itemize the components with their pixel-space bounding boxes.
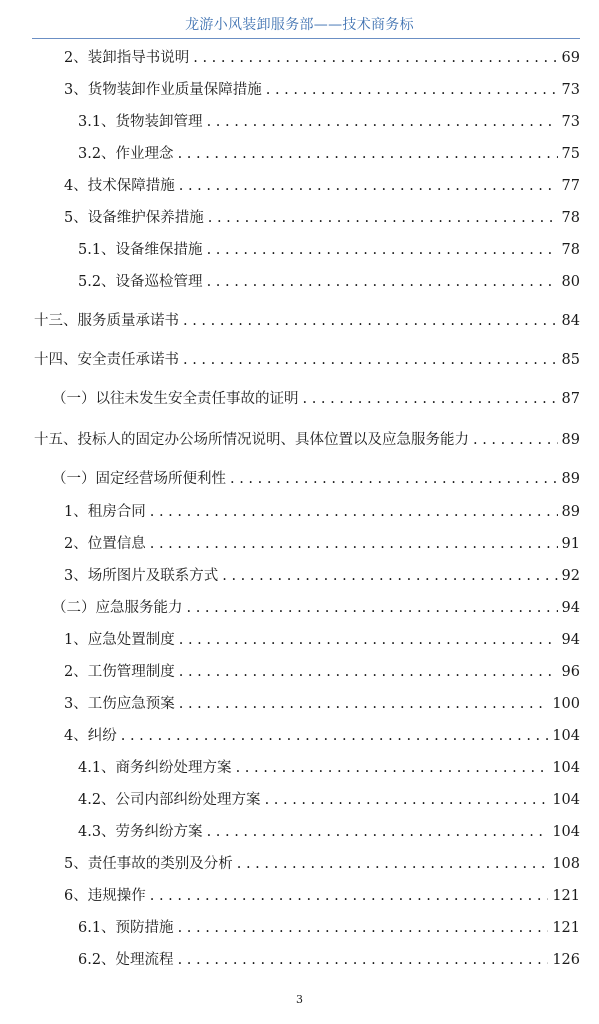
- toc-entry-page: 108: [552, 856, 580, 872]
- toc-entry-page: 80: [561, 274, 580, 290]
- toc-entry[interactable]: [78, 755, 580, 777]
- toc-entry[interactable]: [52, 466, 580, 488]
- toc-entry[interactable]: [64, 499, 580, 521]
- toc-entry-page: 104: [552, 760, 580, 776]
- toc-entry-page: 94: [561, 632, 580, 648]
- toc-entry[interactable]: [34, 347, 580, 369]
- toc-entry[interactable]: [64, 851, 580, 873]
- dot-leader: [265, 791, 549, 809]
- toc-entry[interactable]: [52, 595, 580, 617]
- toc-entry[interactable]: [64, 691, 580, 713]
- toc-entry[interactable]: [78, 141, 580, 163]
- dot-leader: [193, 49, 557, 67]
- dot-leader: [207, 273, 558, 291]
- dot-leader: [150, 503, 558, 521]
- dot-leader: [230, 470, 558, 488]
- toc-entry-page: 126: [552, 952, 580, 968]
- toc-entry[interactable]: [78, 237, 580, 259]
- toc-entry-page: 104: [552, 792, 580, 808]
- dot-leader: [150, 535, 558, 553]
- dot-leader: [266, 81, 558, 99]
- toc-entry-page: 104: [552, 728, 580, 744]
- toc-entry[interactable]: [52, 386, 580, 408]
- toc-entry[interactable]: [64, 45, 580, 67]
- toc-entry-label: （一）以往未发生安全责任事故的证明: [52, 391, 299, 407]
- toc-entry[interactable]: [64, 205, 580, 227]
- toc-entry-page: 89: [561, 471, 580, 487]
- toc-entry-label: 6.1、预防措施: [78, 920, 174, 936]
- toc-entry-label: （二）应急服务能力: [52, 600, 183, 616]
- toc-entry-label: 5、设备维护保养措施: [64, 210, 204, 226]
- toc-entry-page: 87: [561, 391, 580, 407]
- toc-entry-label: 2、工伤管理制度: [64, 664, 175, 680]
- dot-leader: [150, 887, 549, 905]
- toc-entry-page: 96: [561, 664, 580, 680]
- toc-entry-page: 75: [561, 146, 580, 162]
- toc-entry-label: 2、位置信息: [64, 536, 146, 552]
- toc-entry-label: 1、租房合同: [64, 504, 146, 520]
- toc-entry-page: 77: [561, 178, 580, 194]
- toc-entry-label: 4.3、劳务纠纷方案: [78, 824, 203, 840]
- dot-leader: [187, 599, 558, 617]
- toc-entry[interactable]: [64, 723, 580, 745]
- toc-entry-page: 100: [552, 696, 580, 712]
- toc-entry[interactable]: [78, 787, 580, 809]
- toc-entry-page: 69: [561, 50, 580, 66]
- toc-entry-page: 89: [561, 432, 580, 448]
- toc-entry-label: 3、货物装卸作业质量保障措施: [64, 82, 262, 98]
- dot-leader: [179, 177, 558, 195]
- toc-entry-label: 4.2、公司内部纠纷处理方案: [78, 792, 261, 808]
- toc-entry-label: 十四、安全责任承诺书: [34, 352, 179, 368]
- toc-entry-label: 3.2、作业理念: [78, 146, 174, 162]
- toc-entry-page: 121: [552, 888, 580, 904]
- dot-leader: [207, 113, 558, 131]
- dot-leader: [222, 567, 557, 585]
- toc-entry-label: 6、违规操作: [64, 888, 146, 904]
- dot-leader: [303, 390, 558, 408]
- toc-entry-page: 73: [561, 82, 580, 98]
- dot-leader: [179, 631, 558, 649]
- dot-leader: [208, 209, 558, 227]
- toc-entry[interactable]: [78, 819, 580, 841]
- toc-entry-label: 5、责任事故的类别及分析: [64, 856, 233, 872]
- toc-entry-page: 84: [561, 313, 580, 329]
- toc-entry-page: 78: [561, 210, 580, 226]
- toc-entry[interactable]: [78, 915, 580, 937]
- dot-leader: [178, 145, 558, 163]
- toc-entry[interactable]: [78, 109, 580, 131]
- toc-entry[interactable]: [64, 563, 580, 585]
- toc-entry[interactable]: [64, 627, 580, 649]
- toc-entry-page: 89: [561, 504, 580, 520]
- dot-leader: [237, 855, 549, 873]
- toc-entry-label: 5.1、设备维保措施: [78, 242, 203, 258]
- dot-leader: [183, 312, 558, 330]
- dot-leader: [207, 241, 558, 259]
- toc-entry-page: 91: [561, 536, 580, 552]
- toc-entry[interactable]: [34, 308, 580, 330]
- toc-entry[interactable]: [64, 531, 580, 553]
- dot-leader: [178, 919, 549, 937]
- dot-leader: [183, 351, 558, 369]
- dot-leader: [179, 695, 549, 713]
- toc-entry-page: 73: [561, 114, 580, 130]
- toc-entry-page: 85: [561, 352, 580, 368]
- toc-entry[interactable]: [64, 173, 580, 195]
- toc-entry-label: 3、工伤应急预案: [64, 696, 175, 712]
- toc-entry[interactable]: [34, 427, 580, 449]
- toc-entry-label: 6.2、处理流程: [78, 952, 174, 968]
- toc-entry-label: 1、应急处置制度: [64, 632, 175, 648]
- toc-entry-page: 104: [552, 824, 580, 840]
- dot-leader: [236, 759, 549, 777]
- toc-entry[interactable]: [78, 269, 580, 291]
- toc-entry-label: 4.1、商务纠纷处理方案: [78, 760, 232, 776]
- toc-entry-label: 4、技术保障措施: [64, 178, 175, 194]
- toc-entry[interactable]: [78, 947, 580, 969]
- toc-entry-label: （一）固定经营场所便利性: [52, 471, 226, 487]
- dot-leader: [207, 823, 549, 841]
- dot-leader: [473, 431, 558, 449]
- toc-entry-page: 78: [561, 242, 580, 258]
- page-number: 3: [296, 993, 303, 1006]
- toc-entry-label: 十五、投标人的固定办公场所情况说明、具体位置以及应急服务能力: [34, 432, 469, 448]
- toc-entry-label: 3、场所图片及联系方式: [64, 568, 219, 584]
- toc-entry-label: 4、纠纷: [64, 728, 117, 744]
- dot-leader: [179, 663, 558, 681]
- toc-entry[interactable]: [64, 659, 580, 681]
- toc-entry-page: 94: [561, 600, 580, 616]
- toc-entry[interactable]: [64, 883, 580, 905]
- toc-entry[interactable]: [64, 77, 580, 99]
- toc-entry-label: 3.1、货物装卸管理: [78, 114, 203, 130]
- dot-leader: [178, 951, 549, 969]
- toc-entry-page: 121: [552, 920, 580, 936]
- page-header-title: 龙游小风装卸服务部——技术商务标: [185, 17, 414, 33]
- toc-entry-label: 2、装卸指导书说明: [64, 50, 190, 66]
- toc-entry-label: 十三、服务质量承诺书: [34, 313, 179, 329]
- toc-entry-label: 5.2、设备巡检管理: [78, 274, 203, 290]
- dot-leader: [121, 727, 549, 745]
- toc-entry-page: 92: [561, 568, 580, 584]
